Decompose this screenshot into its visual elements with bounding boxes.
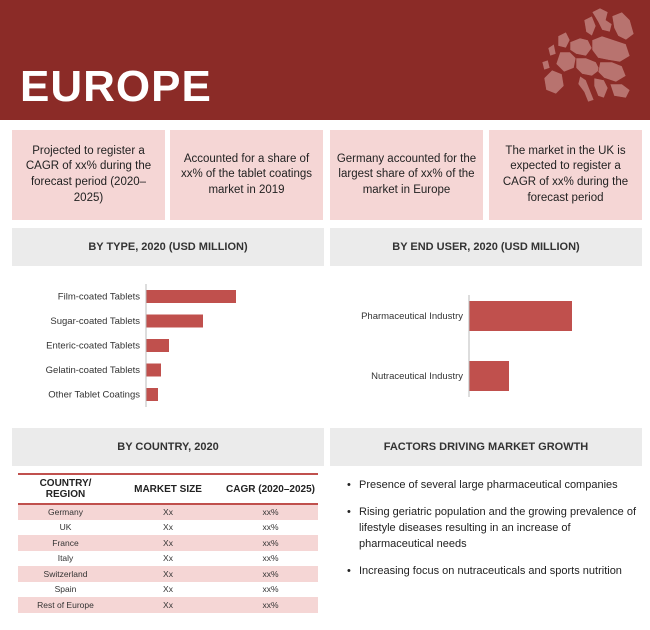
table-cell: UK [59, 522, 72, 533]
table-row [18, 535, 318, 551]
table-cell: xx% [262, 553, 279, 564]
panel-title-country: BY COUNTRY, 2020 [12, 428, 324, 466]
category-label: Enteric-coated Tablets [46, 340, 140, 352]
table-cell: Xx [113, 504, 223, 520]
kpi-box-uk [489, 130, 642, 220]
factors-list [345, 478, 645, 591]
kpi-text: The market in the UK is expected to register a CAGR of xx% during the forecast period [502, 144, 629, 204]
country-table [18, 473, 318, 613]
bar [146, 364, 161, 377]
col-header-country: COUNTRY/ REGION [18, 474, 113, 504]
table-row [18, 582, 318, 598]
table-row [18, 566, 318, 582]
table-cell: Spain [54, 584, 77, 595]
table-cell: xx% [223, 597, 318, 613]
col-header-cagr: CAGR (2020–2025) [223, 474, 318, 504]
table-row [18, 520, 318, 536]
bar [469, 361, 509, 391]
table-cell: xx% [262, 584, 279, 595]
table-cell: xx% [223, 566, 318, 582]
table-cell: xx% [223, 535, 318, 551]
kpi-box-cagr [12, 130, 165, 220]
panel-title-type: BY TYPE, 2020 (USD MILLION) [12, 228, 324, 266]
col-header-market-size: MARKET SIZE [113, 474, 223, 504]
table-cell: xx% [223, 504, 318, 520]
end-user-bar-chart [325, 280, 650, 410]
category-label: Film-coated Tablets [57, 291, 140, 303]
kpi-text: Germany accounted for the largest share of xx% of the market in Europe [336, 152, 477, 196]
list-item: • Rising geriatric population and the growing prevalence of lifestyle diseases resulting in an increase of pharmaceutical needs [345, 505, 645, 553]
table-cell: Xx [113, 535, 223, 551]
table-row [18, 597, 318, 613]
table-cell: Germany [18, 504, 113, 520]
type-bar-chart [0, 280, 325, 410]
kpi-box-share [170, 130, 323, 220]
table-cell: Italy [57, 553, 74, 564]
table-cell: Xx [163, 522, 173, 533]
table-cell: Xx [163, 553, 173, 564]
page-title: EUROPE [20, 62, 212, 111]
europe-map-icon [530, 6, 640, 116]
panel-title-factors: FACTORS DRIVING MARKET GROWTH [330, 428, 642, 466]
table-cell: Xx [163, 584, 173, 595]
table-cell: Xx [113, 566, 223, 582]
kpi-text: Accounted for a share of xx% of the tablet coatings market in 2019 [180, 152, 313, 196]
kpi-text: Projected to register a CAGR of xx% during the forecast period (2020–2025) [25, 144, 152, 204]
table-cell: xx% [262, 522, 279, 533]
category-label: Gelatin-coated Tablets [45, 365, 140, 376]
table-header-row [18, 474, 318, 504]
list-item: • Presence of several large pharmaceutical companies [345, 478, 645, 494]
list-item: • Increasing focus on nutraceuticals and sports nutrition [345, 564, 645, 580]
table-cell: France [18, 535, 113, 551]
category-label: Sugar-coated Tablets [50, 316, 140, 327]
category-label: Nutraceutical Industry [371, 371, 463, 382]
bar [146, 388, 158, 401]
bar [146, 339, 169, 352]
panel-title-end-user: BY END USER, 2020 (USD MILLION) [330, 228, 642, 266]
table-row [18, 504, 318, 520]
category-label: Pharmaceutical Industry [361, 311, 463, 322]
table-cell: Xx [113, 597, 223, 613]
table-row [18, 551, 318, 567]
bar [146, 315, 203, 328]
bar [469, 301, 572, 331]
table-cell: Rest of Europe [18, 597, 113, 613]
bar [146, 290, 236, 303]
table-cell: Switzerland [18, 566, 113, 582]
kpi-box-germany [330, 130, 483, 220]
category-label: Other Tablet Coatings [48, 389, 140, 401]
